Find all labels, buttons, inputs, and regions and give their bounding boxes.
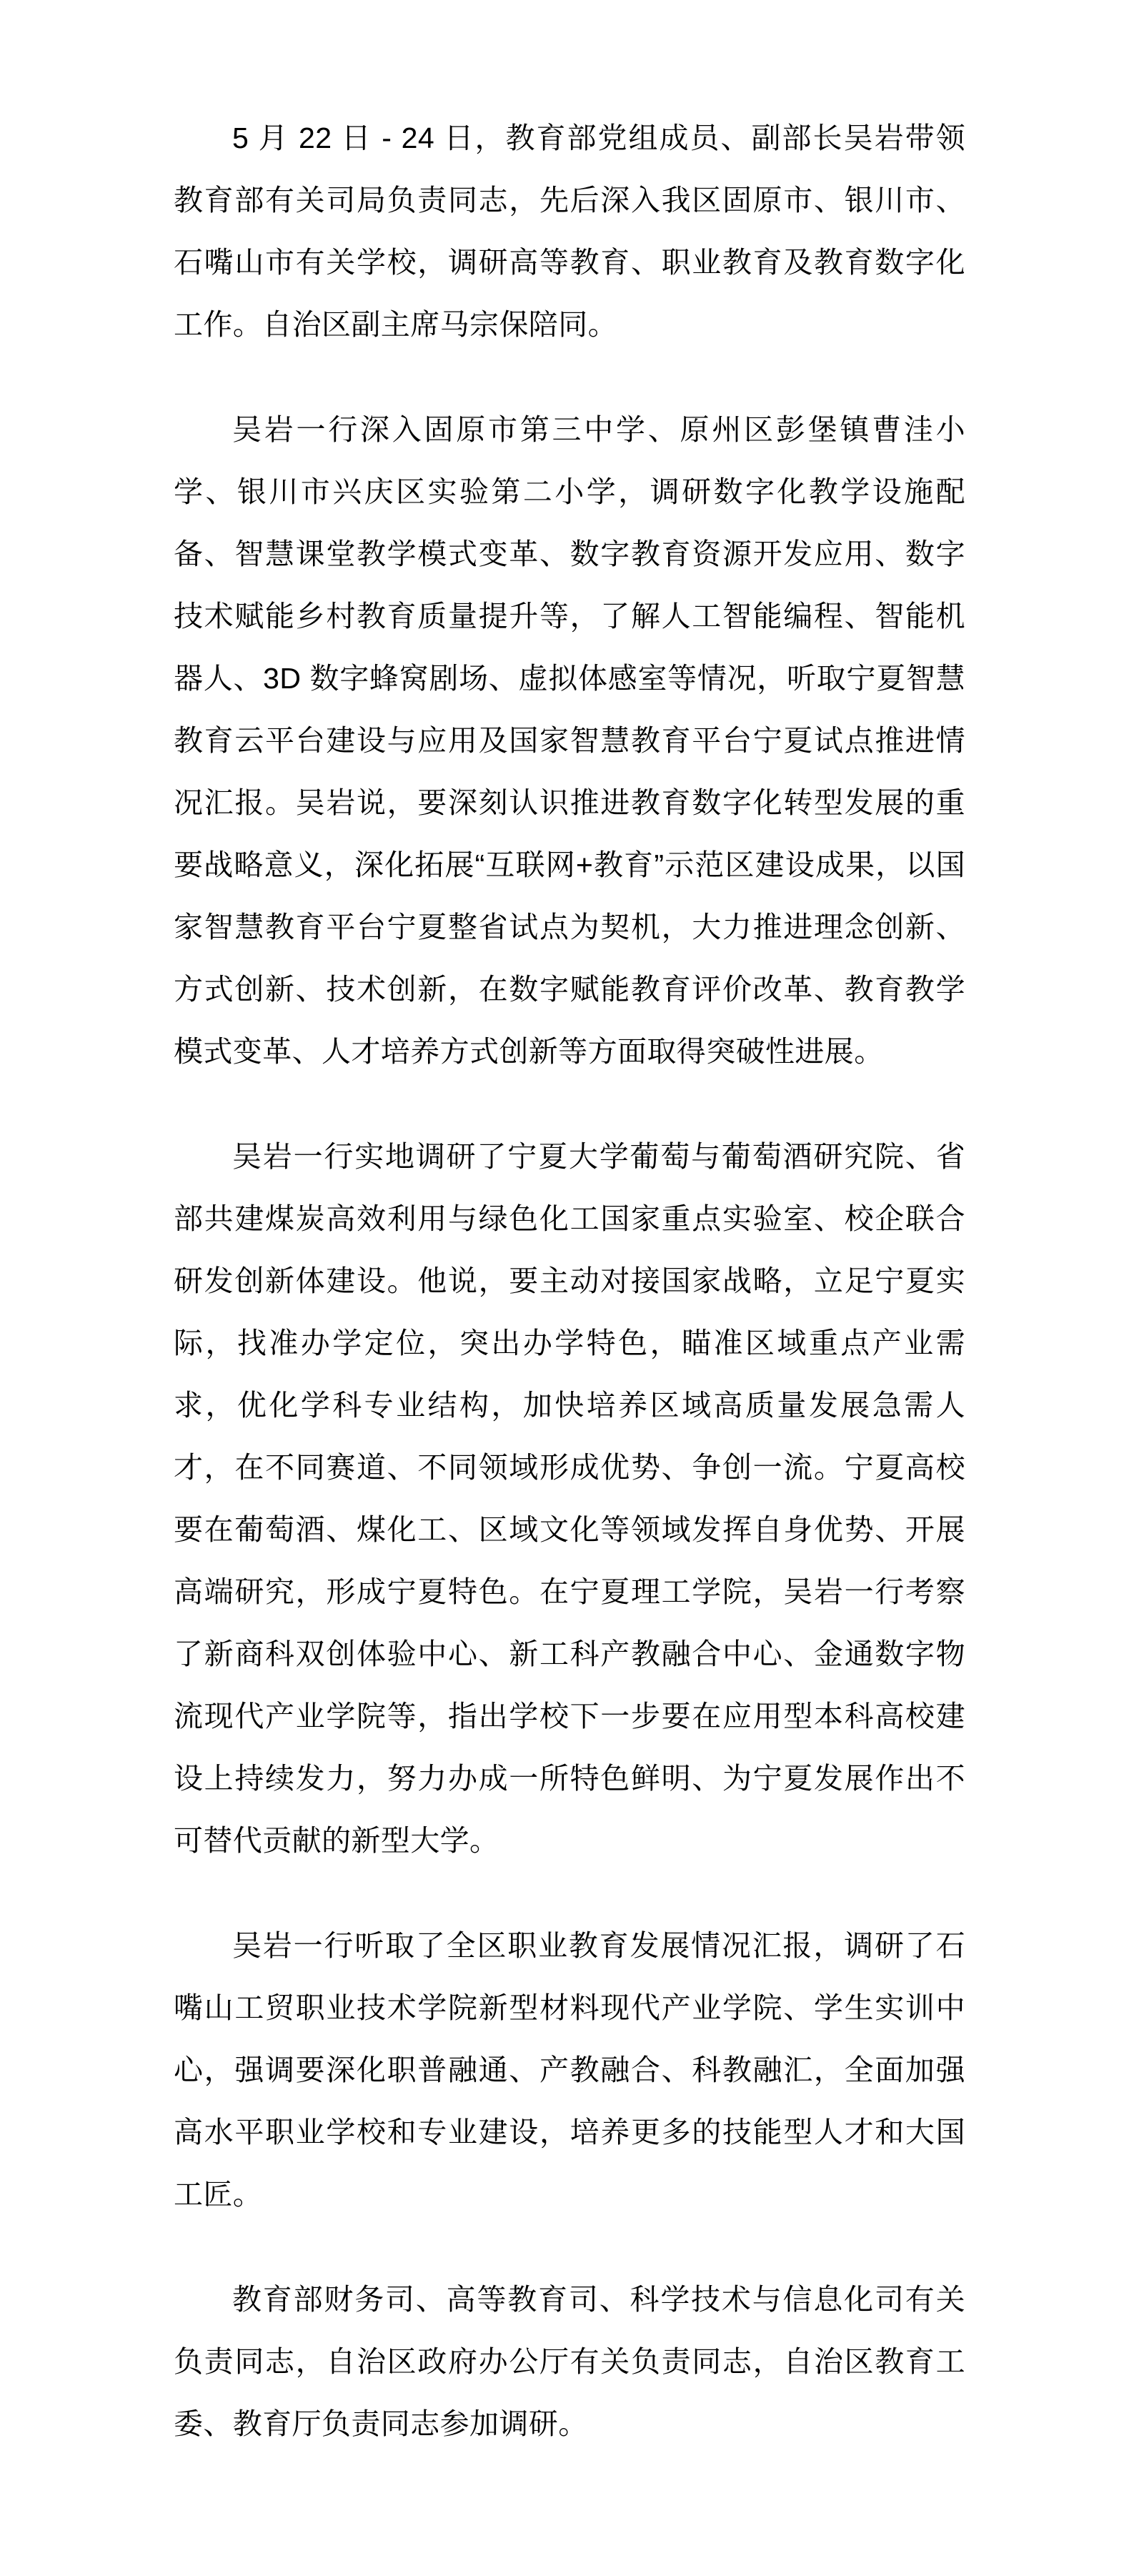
article-paragraph-2: 吴岩一行深入固原市第三中学、原州区彭堡镇曹洼小学、银川市兴庆区实验第二小学，调研数字化教学设施配备、智慧课堂教学模式变革、数字教育资源开发应用、数字技术赋能乡村教育质量提升等，了解人工智能编程、智能机器人、3D 数字蜂窝剧场、虚拟体感室等情况，听取宁夏智慧教育云平台建设与应用及国家智慧教育平台宁夏试点推进情况汇报。吴岩说，要深刻认识推进教育数字化转型发展的重要战略意义，深化拓展“互联网+教育”示范区建设成果，以国家智慧教育平台宁夏整省试点为契机，大力推进理念创新、方式创新、技术创新，在数字赋能教育评价改革、教育教学模式变革、人才培养方式创新等方面取得突破性进展。 bbox=[174, 413, 965, 1068]
article-paragraph-1: 5 月 22 日 - 24 日，教育部党组成员、副部长吴岩带领教育部有关司局负责同志，先后深入我区固原市、银川市、石嘴山市有关学校，调研高等教育、职业教育及教育数字化工作。自治区副主席马宗保陪同。 bbox=[174, 122, 965, 341]
article-body bbox=[174, 107, 965, 2455]
article-paragraph-5: 教育部财务司、高等教育司、科学技术与信息化司有关负责同志，自治区政府办公厅有关负责同志，自治区教育工委、教育厅负责同志参加调研。 bbox=[174, 2283, 965, 2440]
article-paragraph-3: 吴岩一行实地调研了宁夏大学葡萄与葡萄酒研究院、省部共建煤炭高效利用与绿色化工国家重点实验室、校企联合研发创新体建设。他说，要主动对接国家战略，立足宁夏实际，找准办学定位，突出办学特色，瞄准区域重点产业需求，优化学科专业结构，加快培养区域高质量发展急需人才，在不同赛道、不同领域形成优势、争创一流。宁夏高校要在葡萄酒、煤化工、区域文化等领域发挥自身优势、开展高端研究，形成宁夏特色。在宁夏理工学院，吴岩一行考察了新商科双创体验中心、新工科产教融合中心、金通数字物流现代产业学院等，指出学校下一步要在应用型本科高校建设上持续发力，努力办成一所特色鲜明、为宁夏发展作出不可替代贡献的新型大学。 bbox=[174, 1140, 965, 1857]
article-paragraph-4: 吴岩一行听取了全区职业教育发展情况汇报，调研了石嘴山工贸职业技术学院新型材料现代产业学院、学生实训中心，强调要深化职普融通、产教融合、科教融汇，全面加强高水平职业学校和专业建设，培养更多的技能型人才和大国工匠。 bbox=[174, 1929, 965, 2211]
